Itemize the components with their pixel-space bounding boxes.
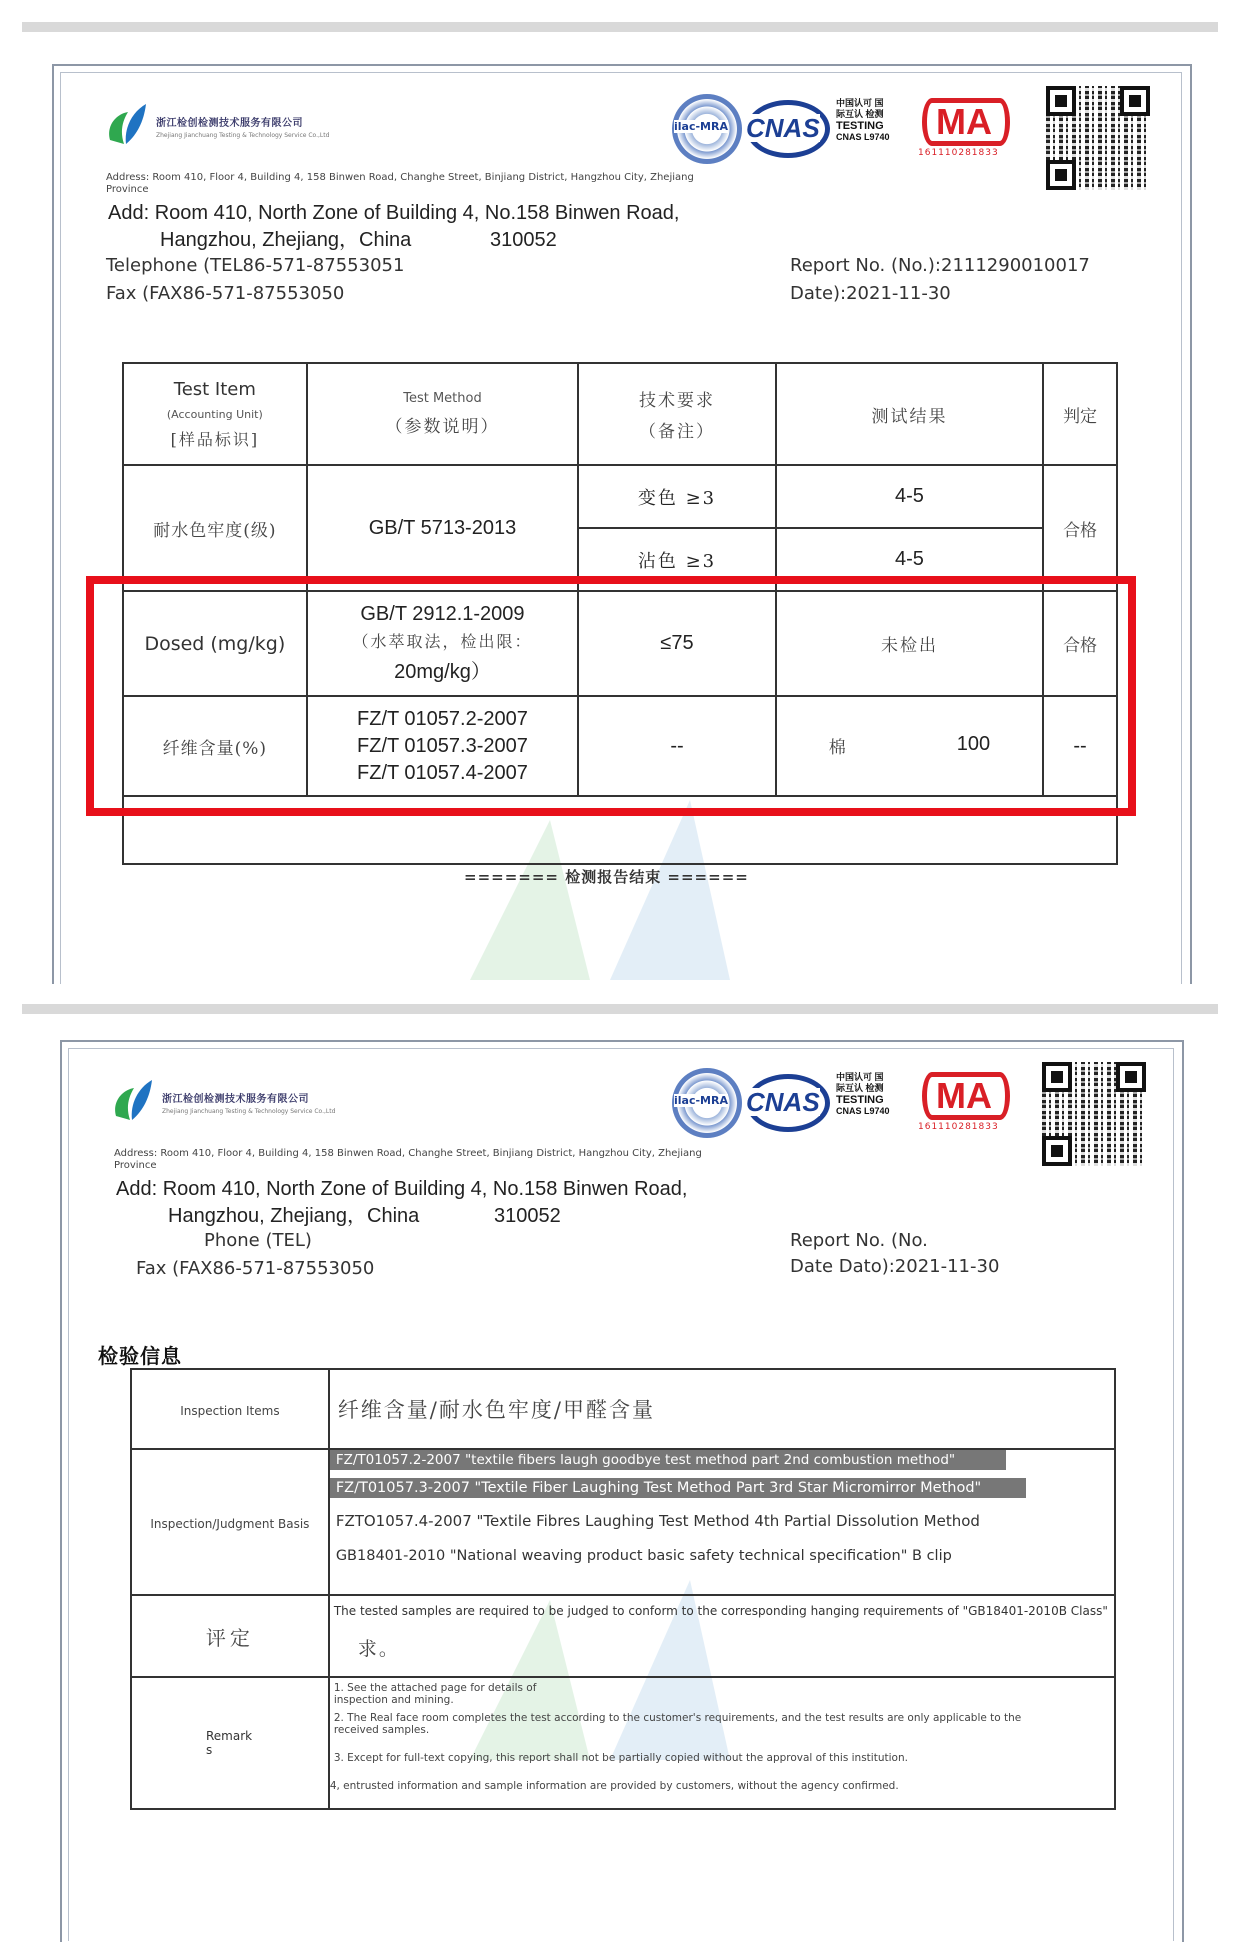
row3-method3: FZ/T 01057.4-2007 [357,761,528,784]
ilac-mra-logo-2 [672,1068,742,1138]
row3-result-name: 棉 [828,738,848,758]
cnas-logo-2 [746,1074,834,1134]
row1-item-cell [123,465,307,591]
ma-logo [918,98,1016,160]
row1-req-b: 沾色 ≥3 [637,550,717,572]
fax: Fax (FAX86-571-87553050 [106,283,345,304]
remark-1a: 1. See the attached page for details of [333,1682,537,1694]
address-small-2: Address: Room 410, Floor 4, Building 4, 158 Binwen Road, Changhe Street, Binjiang District, Hangzhou City, Zhejiang Province [114,1148,702,1171]
head-req-cell [578,363,776,465]
row1-res-b: 4-5 [895,548,924,570]
ma-label: MA [936,101,992,142]
phone-2: Phone (TEL) [204,1230,312,1251]
row3-judge: -- [1073,734,1087,757]
cnas-label-2: CNAS [746,1087,820,1117]
judge-label-cell [131,1595,329,1677]
cnas-label: CNAS [746,113,820,143]
row2-req: ≤75 [660,632,694,654]
qr-eye-tl [1046,86,1076,116]
report-number: Report No. (No.):2111290010017 [790,255,1090,276]
head-method-sub: （参数说明） [385,417,500,437]
cnas-logo [746,100,834,160]
head-result: 测试结果 [871,406,948,427]
basis-label-cell [131,1449,329,1595]
row1-judge-cell [1043,465,1117,591]
head-item-sub: (Accounting Unit) [166,407,263,421]
cnas-number: CNAS L9740 [836,132,890,142]
row3-result-value: 100 [956,733,991,755]
row1-item: 耐水色牢度(级) [153,520,277,541]
row1-judge: 合格 [1063,520,1098,541]
address-line1: Add: Room 410, North Zone of Building 4, No.158 Binwen Road, [108,202,680,224]
row2-method1: GB/T 2912.1-2009 [360,603,525,625]
address-line2-2: Hangzhou, Zhejiang，China [168,1205,420,1227]
company-name-cn-2: 浙江检创检测技术服务有限公司 [162,1094,309,1105]
judge-label: 评定 [205,1625,254,1650]
company-logo-icon-2 [110,1076,154,1124]
cnas-testing: TESTING [836,120,884,132]
address-line1-2: Add: Room 410, North Zone of Building 4, No.158 Binwen Road, [116,1178,688,1200]
postcode: 310052 [490,229,557,251]
ilac-label: ilac-MRA [674,120,728,133]
remark-1b: inspection and mining. [333,1694,454,1706]
qr-eye-bl-2 [1042,1136,1072,1166]
row2-judge: 合格 [1063,636,1098,656]
row1-method-cell [307,465,579,591]
ilac-mra-logo [672,94,742,164]
remark-2a: 2. The Real face room completes the test according to the customer's requirements, and the test results are only applicable to the [333,1712,1022,1724]
row1-res-a-cell [776,465,1043,528]
ma-label-2: MA [936,1075,992,1116]
report-date: Date):2021-11-30 [790,283,951,304]
remarks-cell [329,1677,1115,1809]
ilac-label-2: ilac-MRA [674,1094,728,1107]
table-header-row [123,363,1117,465]
ma-number: 161110281833 [918,148,999,158]
company-name-cn: 浙江检创检测技术服务有限公司 [156,118,303,129]
table-row [131,1449,1115,1595]
red-highlight-box [86,576,1136,816]
table-row [131,1369,1115,1449]
row2-method2: （水萃取法，检出限： [352,632,533,651]
cnas-cn-label: 中国认可 国际互认 检测 [836,98,884,119]
page-gap [0,984,1240,1004]
company-name-en: Zhejiang Jianchuang Testing & Technology Service Co.,Ltd [156,132,330,139]
cnas-number-2: CNAS L9740 [836,1106,890,1116]
row3-item: 纤维含量(%) [162,738,268,759]
basis-item-3: FZTO1057.4-2007 "Textile Fibres Laughing Test Method 4th Partial Dissolution Method [335,1512,980,1530]
qr-eye-tr [1120,86,1150,116]
qr-eye-tr-2 [1116,1062,1146,1092]
inspection-info-table [130,1368,1116,1810]
cnas-text-block-2 [836,1072,912,1117]
address-small: Address: Room 410, Floor 4, Building 4, 158 Binwen Road, Changhe Street, Binjiang District, Hangzhou City, Zhejiang Province [106,172,694,195]
ma-number-2: 161110281833 [918,1122,999,1132]
row1-req-a-cell [578,465,776,528]
head-judge-cell [1043,363,1117,465]
head-result-cell [776,363,1043,465]
row2-result: 未检出 [880,636,938,656]
remark-2b: received samples. [333,1724,430,1736]
row2-item: Dosed (mg/kg) [144,632,286,655]
table-row [131,1595,1115,1677]
cnas-testing-2: TESTING [836,1094,884,1106]
section-title: 检验信息 [98,1344,182,1368]
remark-label-s: s [206,1743,213,1757]
report-date-2: Date Dato):2021-11-30 [790,1256,1000,1277]
remark-label-cell [131,1677,329,1809]
items-label: Inspection Items [180,1403,280,1418]
judge-text-2: 求。 [357,1638,400,1660]
company-name-en-2: Zhejiang Jianchuang Testing & Technology Service Co.,Ltd [162,1108,336,1115]
fax-2: Fax (FAX86-571-87553050 [136,1258,375,1279]
judge-text: The tested samples are required to be judged to conform to the corresponding hanging requirements of "GB18401-2010B Class" [333,1604,1108,1618]
row3-method1: FZ/T 01057.2-2007 [357,707,528,730]
address-line2: Hangzhou, Zhejiang，China [160,229,412,251]
head-item-cell [123,363,307,465]
head-method-cell [307,363,579,465]
row2-method3: 20mg/kg） [394,661,491,683]
qr-eye-tl-2 [1042,1062,1072,1092]
qr-eye-bl [1046,160,1076,190]
row3-method2: FZ/T 01057.3-2007 [357,734,528,757]
ma-logo-2 [918,1072,1016,1134]
remark-3: 3. Except for full-text copying, this report shall not be partially copied without the approval of this institution. [333,1752,908,1764]
cnas-text-block [836,98,912,143]
page2-top-edge [22,1004,1218,1014]
table-row [131,1677,1115,1809]
head-item: Test Item [173,378,256,400]
telephone: Telephone (TEL86-571-87553051 [106,255,405,276]
judge-text-cell [329,1595,1115,1677]
head-judge: 判定 [1063,406,1098,427]
report-number-2: Report No. (No. [790,1230,928,1251]
basis-item-2: FZ/T01057.3-2007 "Textile Fiber Laughing Test Method Part 3rd Star Micromirror Method" [330,1478,1026,1498]
basis-label: Inspection/Judgment Basis [150,1516,310,1531]
row1-method: GB/T 5713-2013 [368,516,517,539]
postcode-2: 310052 [494,1205,561,1227]
qr-code [1046,86,1150,190]
items-value: 纤维含量/耐水色牢度/甲醛含量 [337,1398,655,1422]
basis-item-4: GB18401-2010 "National weaving product basic safety technical specification" B clip [335,1548,952,1564]
table-row [123,465,1117,528]
page1-top-edge [22,22,1218,32]
company-logo-icon [104,100,148,148]
row1-req-a: 变色 ≥3 [637,487,717,509]
head-method: Test Method [403,391,482,406]
items-label-cell [131,1369,329,1449]
head-item-sub2: [样品标识] [170,429,260,449]
basis-cell [329,1449,1115,1595]
basis-item-1: FZ/T01057.2-2007 "textile fibers laugh goodbye test method part 2nd combustion method" [330,1450,1006,1470]
qr-code-2 [1042,1062,1146,1166]
row3-req: -- [670,734,684,757]
items-value-cell [329,1369,1115,1449]
head-req: 技术要求 [639,391,716,411]
head-req-sub: （备注） [639,422,716,442]
report-end-line: ======= 检测报告结束 ====== [464,868,749,886]
row1-res-a: 4-5 [895,485,924,507]
remark-4: 4, entrusted information and sample information are provided by customers, without the agency confirmed. [329,1780,899,1792]
remark-label: Remark [206,1729,253,1743]
cnas-cn-label-2: 中国认可 国际互认 检测 [836,1072,884,1093]
